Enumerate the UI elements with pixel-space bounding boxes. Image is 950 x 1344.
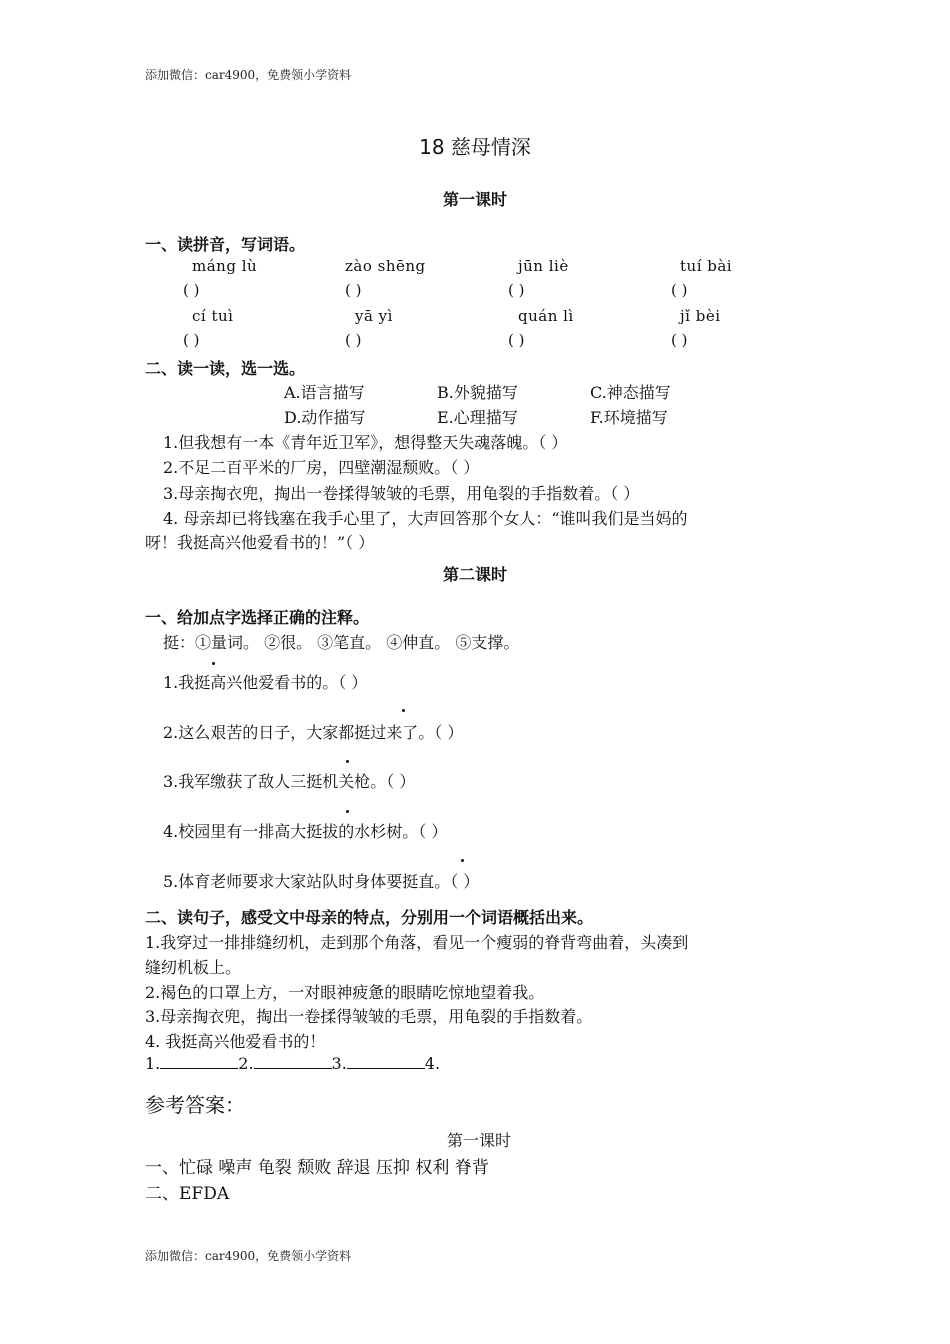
answer-blanks-row	[145, 1054, 440, 1073]
answer-paren: ( )	[183, 281, 200, 299]
blank-label: 1.	[145, 1054, 161, 1073]
sentence-line: 3.母亲掏衣兜，掏出一卷揉得皱皱的毛票，用龟裂的手指数着。	[145, 1007, 593, 1026]
option-e: E.心理描写	[437, 408, 518, 427]
blank-label: 3.	[331, 1054, 347, 1073]
option-d: D.动作描写	[284, 408, 366, 427]
sentence-line: 4. 我挺高兴他爱看书的！	[145, 1032, 326, 1051]
emphasis-dot	[212, 662, 215, 665]
lesson2-q1-label: 一、给加点字选择正确的注释。	[145, 608, 370, 627]
answer-paren: ( )	[345, 331, 362, 349]
sentence-line: 2.褐色的口罩上方，一对眼神疲惫的眼睛吃惊地望着我。	[145, 983, 545, 1002]
question-item: 4.校园里有一排高大挺拔的水杉树。（ ）	[163, 822, 448, 841]
pinyin-4: tuí bài	[680, 257, 733, 275]
pinyin-1: máng lù	[192, 257, 258, 275]
option-c: C.神态描写	[590, 383, 671, 402]
page-footer: 添加微信：car4900，免费领小学资料	[145, 1249, 352, 1263]
answer-paren: ( )	[183, 331, 200, 349]
question-item: 3.母亲掏衣兜，掏出一卷揉得皱皱的毛票，用龟裂的手指数着。（ ）	[163, 484, 640, 503]
answer-paren: ( )	[345, 281, 362, 299]
answer-blank[interactable]	[254, 1054, 332, 1069]
question-item: 1.我挺高兴他爱看书的。（ ）	[163, 673, 368, 692]
emphasis-dot	[402, 709, 405, 712]
lesson2-heading: 第二课时	[442, 565, 507, 584]
question-item: 1.但我想有一本《青年近卫军》，想得整天失魂落魄。（ ）	[163, 433, 568, 452]
page-title: 18 慈母情深	[419, 135, 531, 159]
sentence-line: 1.我穿过一排排缝纫机，走到那个角落，看见一个瘦弱的脊背弯曲着，头凑到	[145, 933, 689, 952]
lesson2-q2-label: 二、读句子，感受文中母亲的特点，分别用一个词语概括出来。	[145, 908, 594, 927]
lesson1-q2-label: 二、读一读，选一选。	[145, 359, 306, 378]
answer-line: 一、忙碌 噪声 龟裂 颓败 辞退 压抑 权利 脊背	[145, 1158, 489, 1178]
pinyin-3: jūn liè	[518, 257, 569, 275]
page-header: 添加微信：car4900，免费领小学资料	[145, 68, 352, 82]
option-f: F.环境描写	[590, 408, 668, 427]
blank-label: 4.	[424, 1054, 441, 1073]
question-item: 3.我军缴获了敌人三挺机关枪。（ ）	[163, 772, 416, 791]
blank-label: 2.	[238, 1054, 254, 1073]
option-b: B.外貌描写	[437, 383, 518, 402]
option-a: A.语言描写	[284, 383, 365, 402]
emphasis-dot	[461, 859, 464, 862]
pinyin-5: cí tuì	[192, 307, 234, 325]
question-item: 2.这么艰苦的日子，大家都挺过来了。（ ）	[163, 723, 464, 742]
answer-line: 二、EFDA	[145, 1184, 230, 1204]
pinyin-6: yā yì	[355, 307, 393, 325]
definition-line: 挺：①量词。 ②很。 ③笔直。 ④伸直。 ⑤支撑。	[163, 633, 520, 652]
question-item: 2.不足二百平米的厂房，四壁潮湿颓败。（ ）	[163, 458, 480, 477]
pinyin-8: jǐ bèi	[680, 307, 721, 325]
answer-paren: ( )	[671, 331, 688, 349]
lesson1-q1-label: 一、读拼音，写词语。	[145, 235, 306, 254]
answer-blank[interactable]	[347, 1054, 425, 1069]
answers-heading: 参考答案：	[145, 1093, 245, 1117]
question-item: 4. 母亲却已将钱塞在我手心里了，大声回答那个女人：“谁叫我们是当妈的	[163, 509, 688, 528]
pinyin-7: quán lì	[518, 307, 574, 325]
answer-blank[interactable]	[160, 1054, 238, 1069]
emphasis-dot	[346, 810, 349, 813]
question-item: 呀！我挺高兴他爱看书的！”（ ）	[145, 533, 375, 552]
sentence-line: 缝纫机板上。	[145, 958, 242, 977]
answers-subheading: 第一课时	[447, 1131, 512, 1150]
emphasis-dot	[346, 760, 349, 763]
answer-paren: ( )	[508, 331, 525, 349]
question-item: 5.体育老师要求大家站队时身体要挺直。（ ）	[163, 872, 480, 891]
answer-paren: ( )	[508, 281, 525, 299]
answer-paren: ( )	[671, 281, 688, 299]
pinyin-2: zào shēng	[345, 257, 426, 275]
lesson1-heading: 第一课时	[442, 190, 507, 209]
